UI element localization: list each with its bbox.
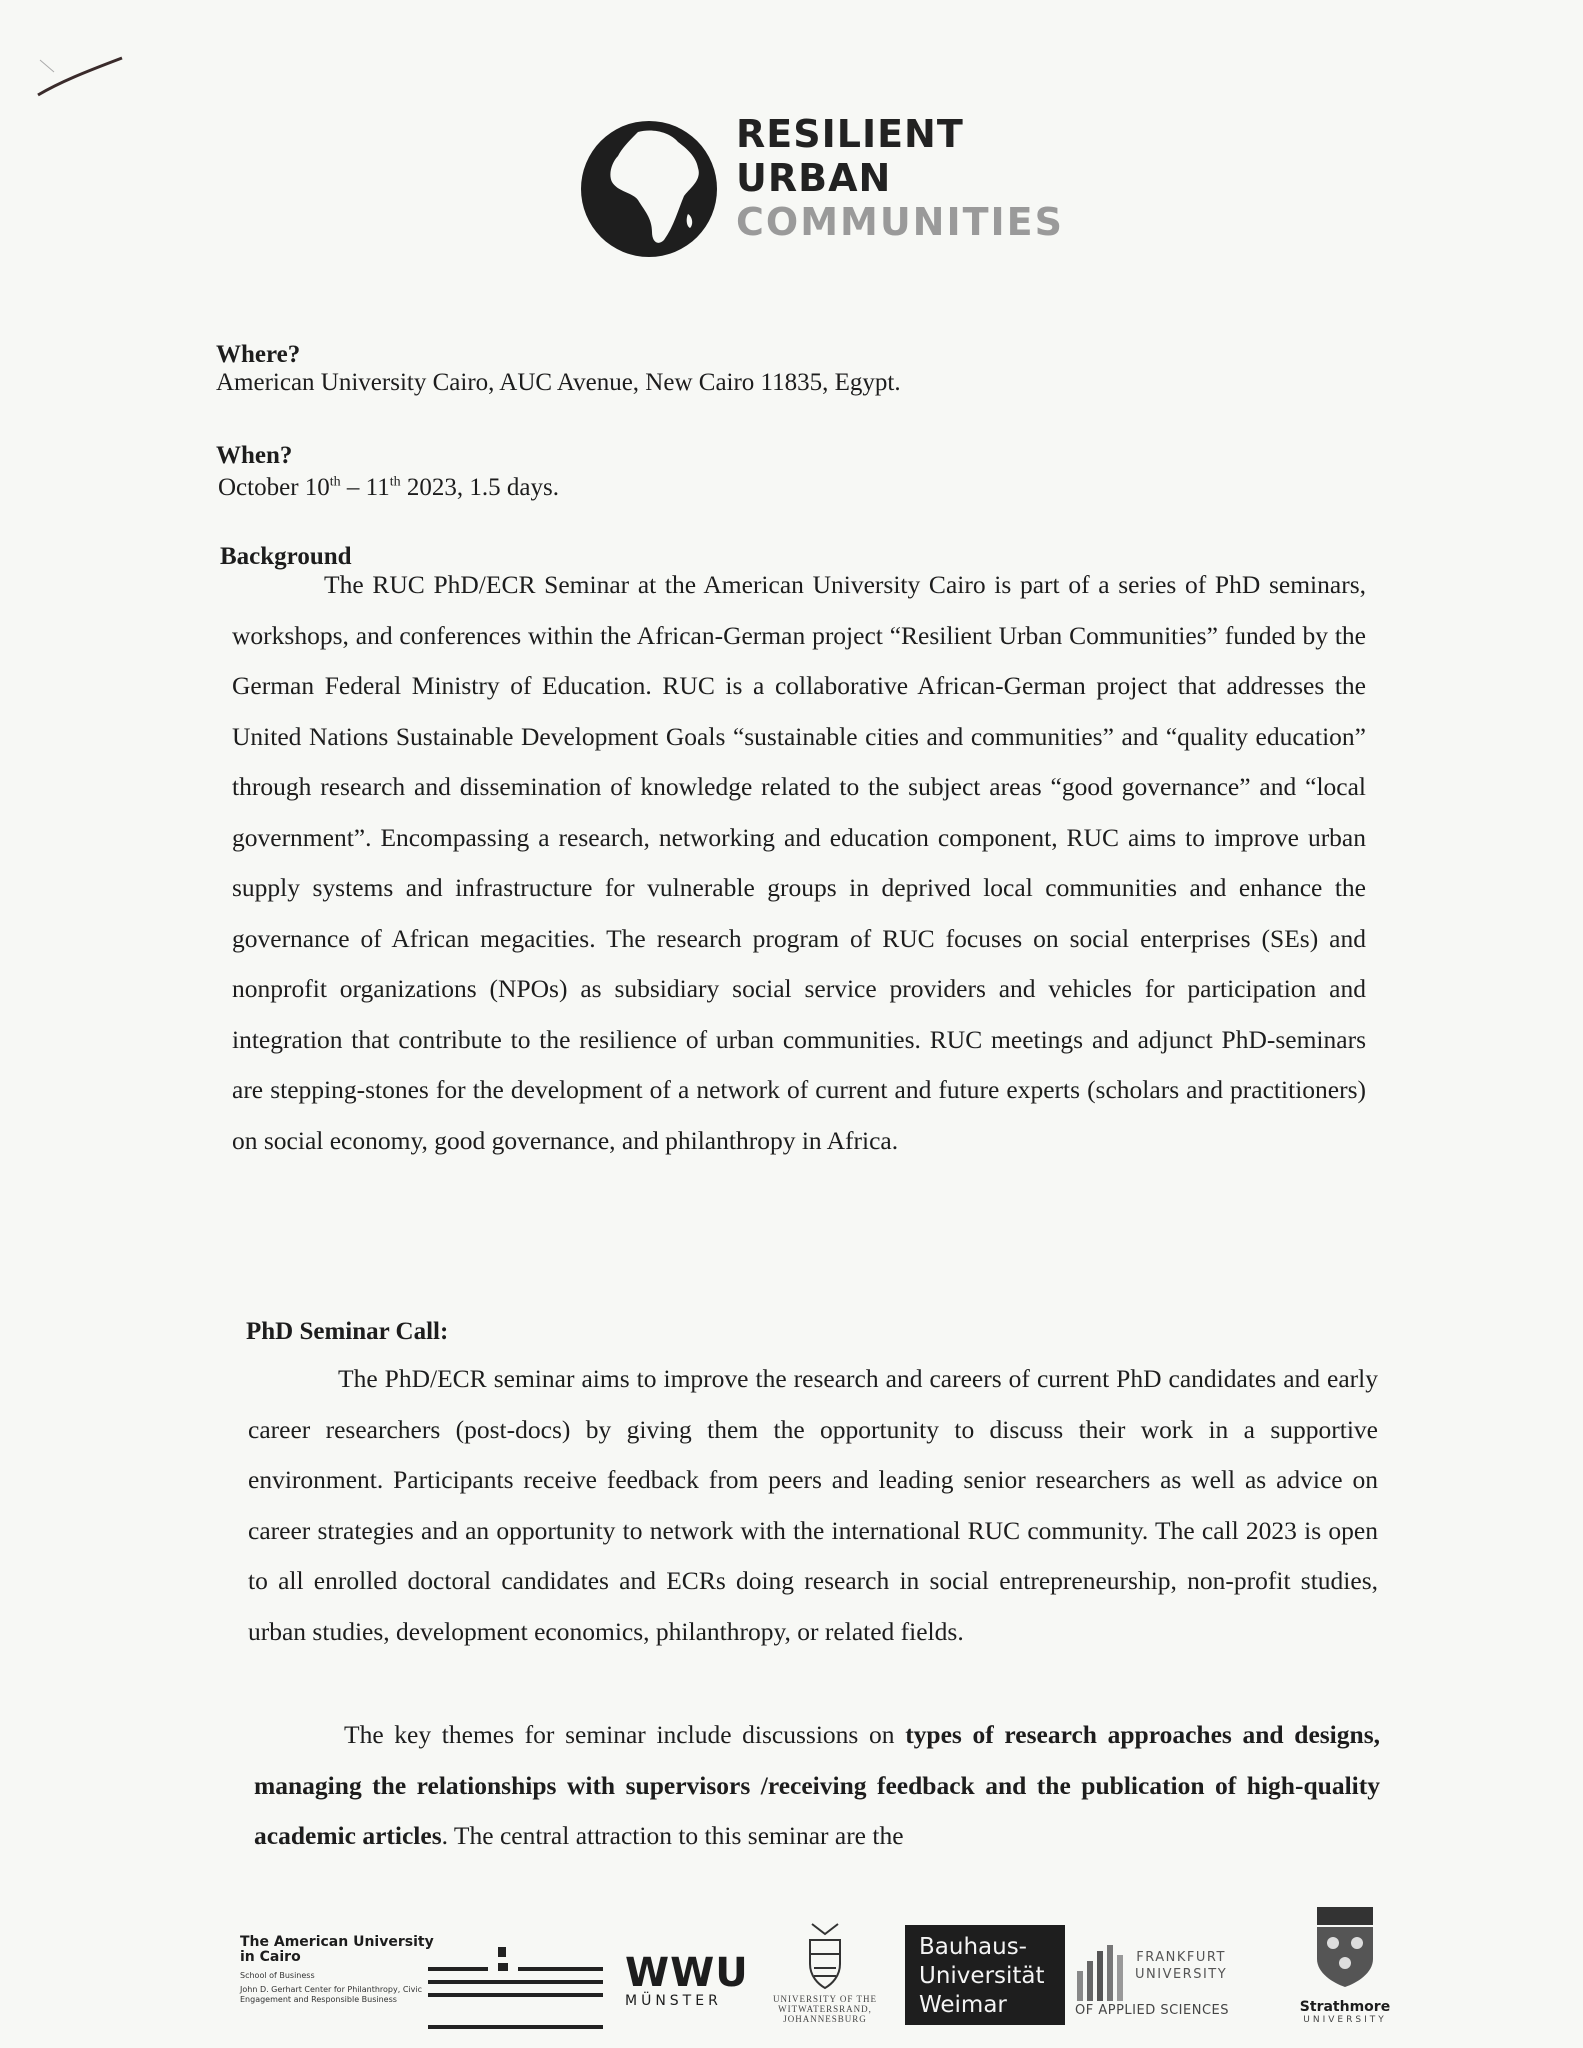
when-value: October 10th – 11th 2023, 1.5 days. bbox=[218, 474, 559, 501]
where-label: Where? bbox=[216, 341, 301, 368]
logo-text-urban: URBAN bbox=[736, 156, 892, 200]
where-value: American University Cairo, AUC Avenue, New Cairo 11835, Egypt. bbox=[216, 369, 901, 396]
partner-logos: The American University in Cairo School of Business John D. Gerhart Center for Philanthropy, Civic Engagement and Responsible Business WWU MÜNSTER UNIVERSITY OF THE WITWATERSRAND, JOHANNESBURG Bauhaus- Universität Weimar FRANKFURT UNIVERSITY OF APPLIED SCIENCES Strathmore UNIVERSITY bbox=[240, 1905, 1390, 2045]
auc-logo: The American University in Cairo School of Business John D. Gerhart Center for Philanthropy, Civic Engagement and Responsible Business bbox=[240, 1934, 434, 2004]
phd-call-paragraph-2: The key themes for seminar include discussions on types of research approaches and designs, managing the relationships with supervisors /receiving feedback and the publication of high-quality academic articles. The central attraction to this seminar are the bbox=[254, 1720, 1380, 1850]
bauhaus-logo: Bauhaus- Universität Weimar bbox=[905, 1925, 1065, 2025]
pen-mark bbox=[30, 50, 130, 110]
background-paragraph: The RUC PhD/ECR Seminar at the American University Cairo is part of a series of PhD seminars, workshops, and conferences within the African-German project “Resilient Urban Communities” funded by the German Federal Ministry of Education. RUC is a collaborative African-German project that addresses the United Nations Sustainable Development Goals “sustainable cities and communities” and “quality education” through research and dissemination of knowledge related to the subject areas “good governance” and “local government”. Encompassing a research, networking and education component, RUC aims to improve urban supply systems and infrastructure for vulnerable groups in deprived local communities and enhance the governance of African megacities. The research program of RUC focuses on social enterprises (SEs) and nonprofit organizations (NPOs) as subsidiary social service providers and vehicles for participation and integration that contribute to the resilience of urban communities. RUC meetings and adjunct PhD-seminars are stepping-stones for the development of a network of current and future experts (scholars and practitioners) on social economy, good governance, and philanthropy in Africa. bbox=[232, 570, 1366, 1155]
wits-crest-icon bbox=[802, 1920, 848, 1992]
when-label: When? bbox=[216, 442, 293, 469]
wits-logo: UNIVERSITY OF THE WITWATERSRAND, JOHANNESBURG bbox=[760, 1920, 890, 2024]
ruc-logo bbox=[578, 112, 1065, 262]
logo-text-communities: COMMUNITIES bbox=[736, 200, 1065, 244]
wwu-logo: WWU MÜNSTER bbox=[625, 1950, 749, 2009]
globe-africa-icon bbox=[578, 118, 720, 260]
background-heading: Background bbox=[220, 543, 352, 570]
strathmore-crest-icon bbox=[1313, 1905, 1377, 1991]
frankfurt-bars-icon bbox=[1075, 1941, 1131, 2001]
phd-call-paragraph-1: The PhD/ECR seminar aims to improve the research and careers of current PhD candidates and early career researchers (post-docs) by giving them the opportunity to discuss their work in a supportive environment. Participants receive feedback from peers and leading senior researchers as well as advice on career strategies and an opportunity to network with the international RUC community. The call 2023 is open to all enrolled doctoral candidates and ECRs doing research in social entrepreneurship, non-profit studies, urban studies, development economics, philanthropy, or related fields. bbox=[248, 1364, 1378, 1646]
strathmore-logo: Strathmore UNIVERSITY bbox=[1295, 1905, 1395, 2025]
phd-call-heading: PhD Seminar Call: bbox=[246, 1318, 449, 1345]
stripes-logo bbox=[428, 1925, 608, 2035]
logo-text-resilient: RESILIENT bbox=[736, 112, 964, 156]
